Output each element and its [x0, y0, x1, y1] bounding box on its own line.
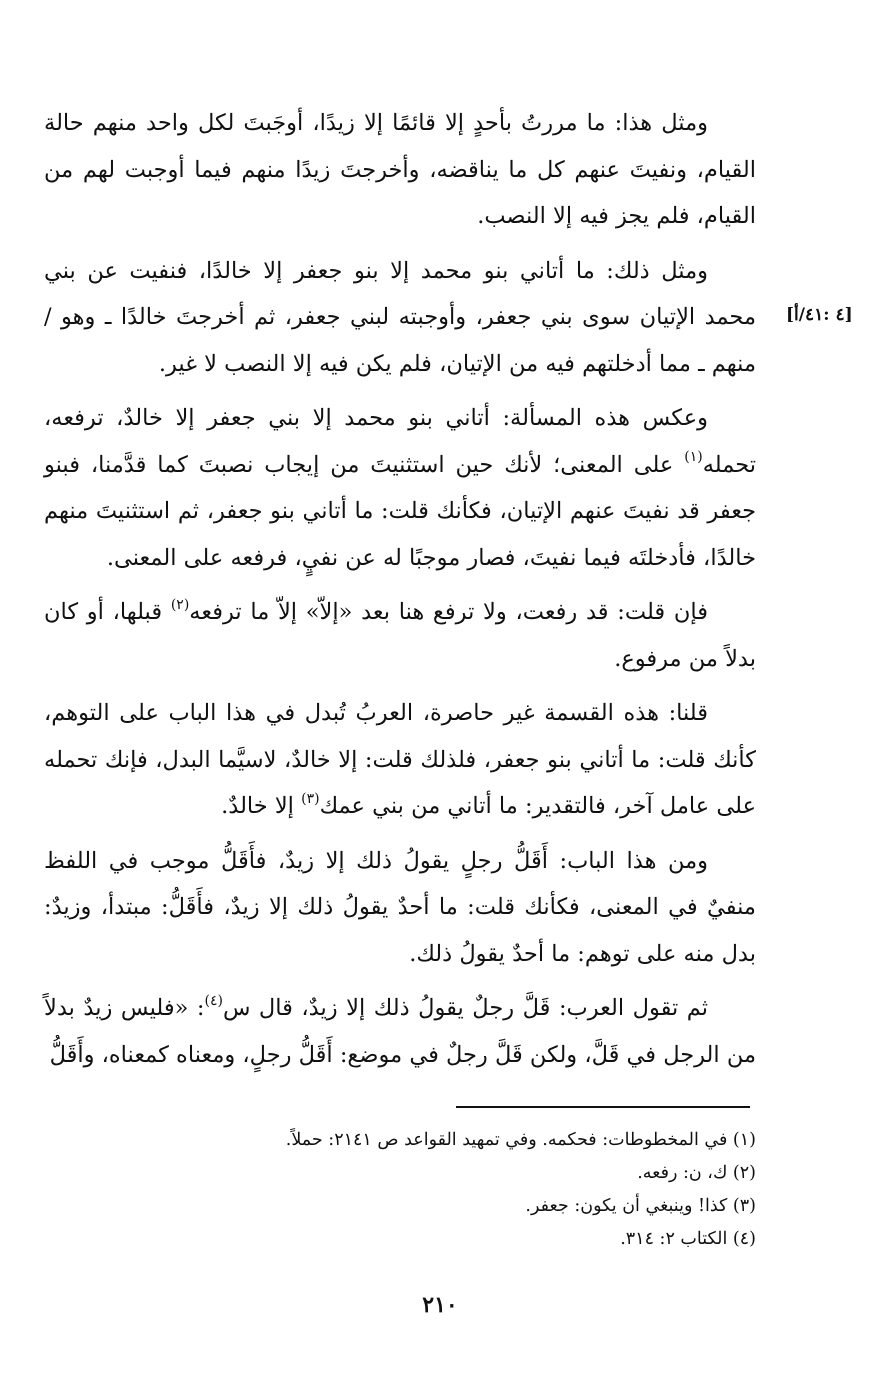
- paragraph-6: ومن هذا الباب: أَقَلُّ رجلٍ يقولُ ذلك إلا زيدٌ، فأَقَلُّ موجب في اللفظ منفيٌ في المعنى، فكأنك قلت: ما أحدٌ يقولُ ذلك إلا زيدٌ، فأَقَلُّ: مبتدأ، وزيدٌ: بدل منه على توهم: ما أحدٌ يقولُ ذلك.: [44, 847, 756, 967]
- paragraph-5: [44, 690, 756, 830]
- paragraph-7-text-rest: : «فليس زيدٌ بدلاً من الرجل في قَلَّ، ولكن قَلَّ رجلٌ في موضع: أَقَلُّ رجلٍ، ومعناه كمعناه، وأَقَلُّ: [44, 995, 756, 1068]
- paragraph-3-text: وعكس هذه المسألة: أتاني بنو محمد إلا بني جعفر إلا خالدٌ، ترفعه، تحمله: [44, 405, 756, 478]
- footnote-divider: [456, 1106, 750, 1108]
- main-text: [44, 100, 756, 1086]
- footnotes: [44, 1124, 756, 1256]
- page-number: ٢١٠: [422, 1292, 458, 1318]
- paragraph-4: [44, 589, 756, 682]
- paragraph-4-text-rest: قبلها، أو كان بدلاً من مرفوع.: [44, 599, 756, 672]
- paragraph-5-text: قلنا: هذه القسمة غير حاصرة، العربُ تُبدل في هذا الباب على التوهم، كأنك قلت: ما أتاني بنو جعفر، فلذلك قلت: إلا خالدٌ، لاسيَّما البدل، فإنك تحمله على عامل آخر، فالتقدير: ما أتاني من بني عمك: [44, 700, 756, 819]
- manuscript-folio-reference: [٤ :٤١/أ]: [786, 305, 853, 325]
- paragraph-4-text: فإن قلت: قد رفعت، ولا ترفع هنا بعد «إلاّ» إلاّ ما ترفعه: [189, 599, 708, 625]
- footnote-1: (١) في المخطوطات: فحكمه. وفي تمهيد القواعد ص ٢١٤١: حملاً.: [285, 1130, 756, 1150]
- footnote-4: (٤) الكتاب ٢: ٣١٤.: [620, 1229, 756, 1249]
- paragraph-5-text-rest: إلا خالدٌ.: [221, 793, 294, 819]
- footnote-marker-4: (٤): [204, 992, 223, 1009]
- paragraph-3-text-rest: على المعنى؛ لأنك حين استثنيتَ من إيجاب نصبتَ كما قدَّمنا، فبنو جعفر قد نفيتَ عنهم الإتيان، فكأنك قلت: ما أتاني بنو جعفر، ثم استثنيتَ منهم خالدًا، فأدخلتَه فيما نفيتَ، فصار موجبًا له عن نفيٍ، فرفعه على المعنى.: [44, 451, 756, 571]
- footnote-3: (٣) كذا! وينبغي أن يكون: جعفر.: [525, 1196, 756, 1216]
- footnote-marker-1: (١): [684, 449, 703, 465]
- footnote-marker-3: (٣): [301, 790, 320, 807]
- paragraph-3: [44, 395, 756, 581]
- paragraph-7-text: ثم تقول العرب: قَلَّ رجلٌ يقولُ ذلك إلا زيدٌ، قال س: [222, 995, 709, 1021]
- paragraph-7: [44, 985, 756, 1078]
- footnote-2: (٢) ك، ن: رفعه.: [637, 1163, 756, 1183]
- footnote-marker-2: (٢): [170, 596, 190, 613]
- paragraph-2: ومثل ذلك: ما أتاني بنو محمد إلا بنو جعفر إلا خالدًا، فنفيت عن بني محمد الإتيان سوى بني جعفر، وأوجبته لبني جعفر، ثم أخرجتَ خالدًا ـ وهو /منهم ـ مما أدخلتهم فيه من الإتيان، فلم يكن فيه إلا النصب لا غير.: [44, 257, 756, 377]
- paragraph-1: ومثل هذا: ما مررتُ بأحدٍ إلا قائمًا إلا زيدًا، أوجَبتَ لكل واحد منهم حالة القيام، ونفيتَ عنهم كل ما يناقضه، وأخرجتَ زيدًا منهم فيما أوجبت لهم من القيام، فلم يجز فيه إلا النصب.: [44, 110, 756, 229]
